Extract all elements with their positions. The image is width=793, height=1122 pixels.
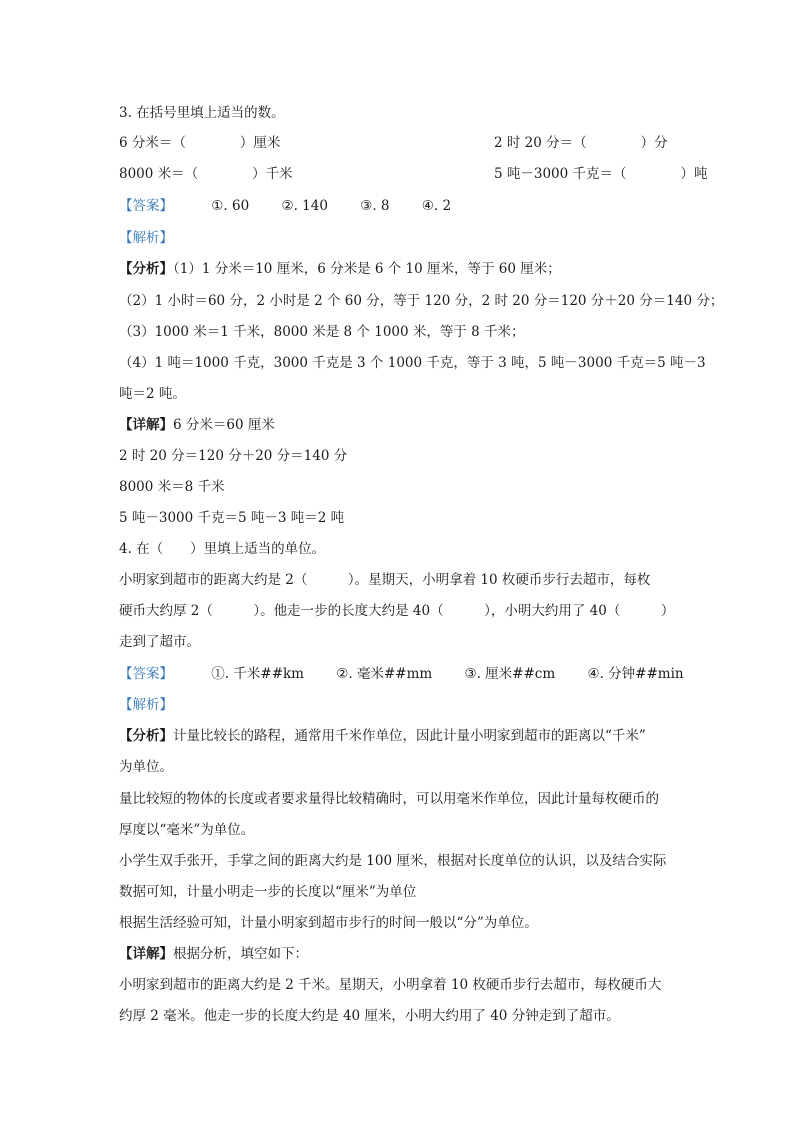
q3-blank-1: 6 分米＝（ ）厘米 — [119, 135, 281, 151]
q4-title: 4. 在（ ）里填上适当的单位。 — [119, 541, 326, 557]
q3-answer-row — [119, 196, 451, 216]
q3-answer-1: ①. 60 — [211, 198, 250, 214]
q4-fenxi-3b: 数据可知，计量小明走一步的长度以“厘米”为单位 — [119, 884, 417, 900]
q4-fenxi-2b: 厚度以“毫米”为单位。 — [119, 822, 255, 838]
q3-fenxi-label: 【分析】 — [119, 261, 173, 277]
q3-blank-2: 2 时 20 分＝（ ）分 — [494, 135, 668, 151]
q3-answer-label: 【答案】 — [119, 198, 173, 214]
q4-question-2: 硬币大约厚 2（ ）。他走一步的长度大约是 40（ ），小明大约用了 40（ ） — [119, 603, 675, 619]
q4-answer-label: 【答案】 — [119, 666, 173, 682]
q3-fenxi-1: （1）1 分米＝10 厘米，6 分米是 6 个 10 厘米，等于 60 厘米； — [173, 261, 561, 277]
q3-fenxi-4b: 吨＝2 吨。 — [119, 386, 186, 402]
q4-fenxi-1a: 计量比较长的路程，通常用千米作单位，因此计量小明家到超市的距离以“千米” — [173, 728, 646, 744]
q3-answer-2: ②. 140 — [281, 198, 328, 214]
q4-answer-row — [119, 664, 684, 684]
q3-fenxi-3: （3）1000 米＝1 千米，8000 米是 8 个 1000 米，等于 8 千米； — [119, 324, 525, 340]
q4-fenxi-1b: 为单位。 — [119, 759, 173, 775]
q4-xiangjie-intro: 根据分析，填空如下： — [173, 946, 308, 962]
q4-answer-2: ②. 毫米##mm — [336, 666, 433, 682]
q3-xiangjie-1: 6 分米＝60 厘米 — [173, 417, 275, 433]
q3-answer-4: ④. 2 — [421, 198, 452, 214]
q3-xiangjie-label: 【详解】 — [119, 417, 173, 433]
q3-xiangjie-4: 5 吨－3000 千克＝5 吨－3 吨＝2 吨 — [119, 510, 345, 526]
q3-fenxi-row — [119, 259, 561, 279]
q4-xiangjie-label: 【详解】 — [119, 946, 173, 962]
q4-jiexi-label: 【解析】 — [119, 697, 173, 713]
q3-fenxi-2: （2）1 小时＝60 分，2 小时是 2 个 60 分，等于 120 分，2 时 20 分＝120 分＋20 分＝140 分； — [119, 293, 724, 309]
q3-fenxi-4a: （4）1 吨＝1000 千克，3000 千克是 3 个 1000 千克，等于 3 吨，5 吨－3000 千克＝5 吨－3 — [119, 355, 706, 371]
q4-answer-4: ④. 分钟##min — [587, 666, 684, 682]
q3-row-2 — [119, 164, 708, 184]
q4-xiangjie-2: 约厚 2 毫米。他走一步的长度大约是 40 厘米，小明大约用了 40 分钟走到了超市。 — [119, 1008, 620, 1024]
q4-fenxi-3a: 小学生双手张开，手掌之间的距离大约是 100 厘米，根据对长度单位的认识，以及结合实际 — [119, 853, 667, 869]
q3-xiangjie-2: 2 时 20 分＝120 分＋20 分＝140 分 — [119, 448, 348, 464]
q4-answer-1: ①. 千米##km — [211, 666, 304, 682]
q4-answer-3: ③. 厘米##cm — [464, 666, 556, 682]
q4-fenxi-row — [119, 726, 646, 746]
q4-xiangjie-row — [119, 944, 308, 964]
q3-title: 3. 在括号里填上适当的数。 — [119, 105, 285, 121]
q4-fenxi-label: 【分析】 — [119, 728, 173, 744]
q4-fenxi-2a: 量比较短的物体的长度或者要求量得比较精确时，可以用毫米作单位，因此计量每枚硬币的 — [119, 791, 659, 807]
q3-answer-3: ③. 8 — [360, 198, 390, 214]
q4-question-3: 走到了超市。 — [119, 634, 200, 650]
q3-jiexi-label: 【解析】 — [119, 230, 173, 246]
q4-xiangjie-1: 小明家到超市的距离大约是 2 千米。星期天，小明拿着 10 枚硬币步行去超市，每枚硬币大 — [119, 977, 662, 993]
q4-fenxi-4: 根据生活经验可知，计量小明家到超市步行的时间一般以“分”为单位。 — [119, 915, 538, 931]
q3-xiangjie-row — [119, 415, 275, 435]
q3-blank-3: 8000 米＝（ ）千米 — [119, 166, 293, 182]
q3-row-1 — [119, 133, 668, 153]
q3-xiangjie-3: 8000 米＝8 千米 — [119, 479, 225, 495]
q4-question-1: 小明家到超市的距离大约是 2（ ）。星期天，小明拿着 10 枚硬币步行去超市，每枚 — [119, 572, 651, 588]
q3-blank-4: 5 吨－3000 千克＝（ ）吨 — [494, 166, 708, 182]
